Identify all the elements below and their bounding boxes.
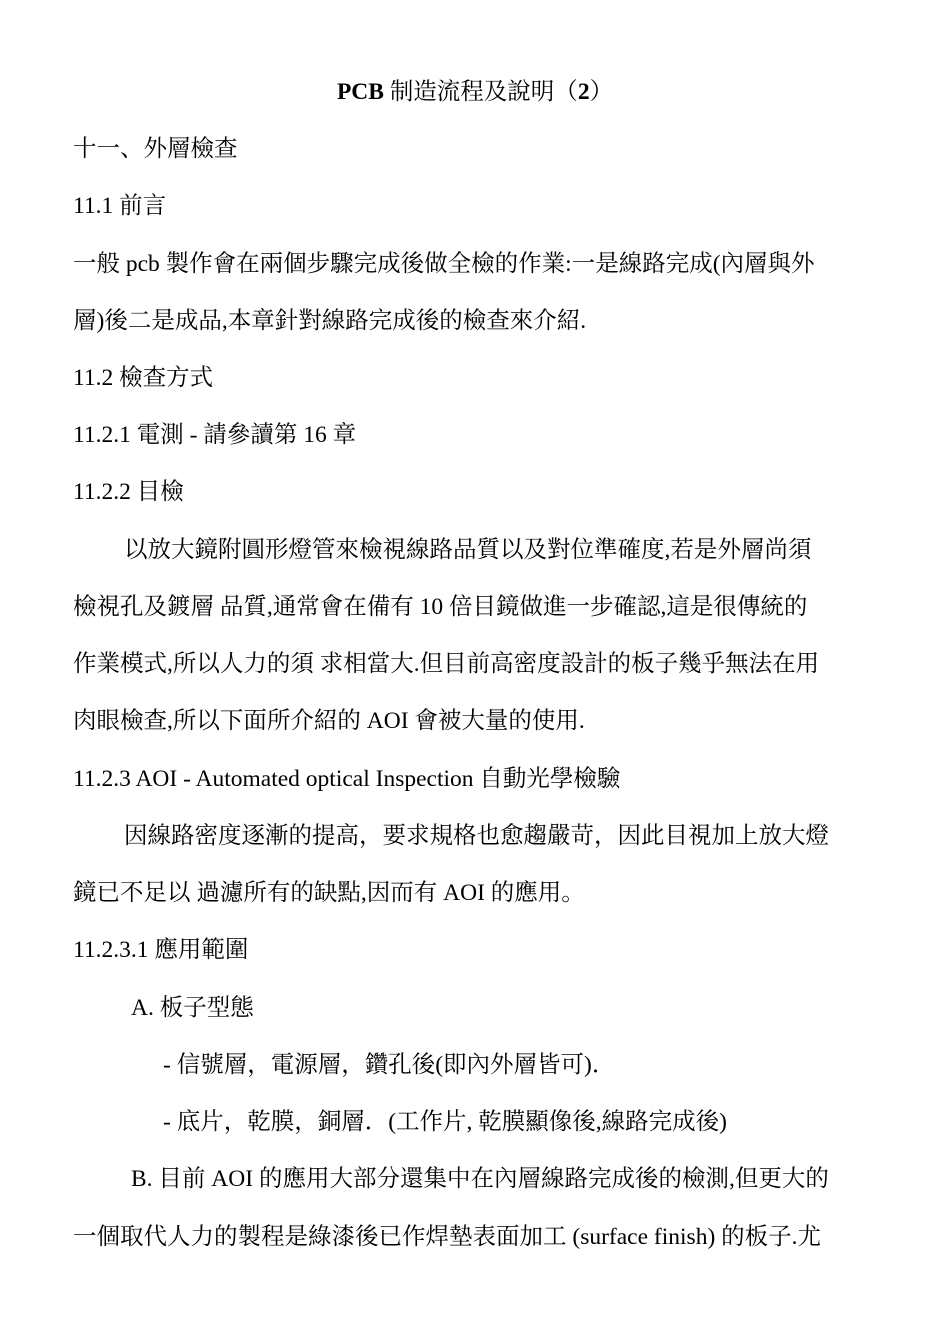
subsection-heading-11-2-2: 11.2.2 目檢 <box>73 479 184 505</box>
title-prefix: PCB <box>336 79 384 105</box>
document-title <box>0 77 950 107</box>
list-item-b-line-1: B. 目前 AOI 的應用大部分還集中在內層線路完成後的檢測,但更大的 <box>131 1166 829 1192</box>
title-number: 2 <box>577 79 590 105</box>
subsection-heading-11-2: 11.2 檢查方式 <box>73 365 214 391</box>
paragraph-aoi-line-1: 因線路密度逐漸的提高，要求規格也愈趨嚴苛，因此目視加上放大燈 <box>124 823 829 849</box>
title-suffix: ） <box>589 79 614 105</box>
section-heading-11: 十一、外層檢查 <box>73 136 238 162</box>
title-middle: 制造流程及說明（ <box>383 79 578 105</box>
list-item-b-line-2: 一個取代人力的製程是綠漆後已作焊墊表面加工 (surface finish) 的板子.尤 <box>73 1224 822 1250</box>
paragraph-intro-line-2: 層)後二是成品,本章針對線路完成後的檢查來介紹. <box>73 308 587 334</box>
list-subitem-2: - 底片，乾膜，銅層．(工作片, 乾膜顯像後,線路完成後) <box>163 1109 727 1135</box>
list-item-a: A. 板子型態 <box>131 995 254 1021</box>
subsection-heading-11-2-3: 11.2.3 AOI - Automated optical Inspection 自動光學檢驗 <box>73 766 621 792</box>
subsection-heading-11-2-3-1: 11.2.3.1 應用範圍 <box>73 937 249 963</box>
subsection-heading-11-1: 11.1 前言 <box>73 193 167 219</box>
paragraph-visual-line-2: 檢視孔及鍍層 品質,通常會在備有 10 倍目鏡做進一步確認,這是很傳統的 <box>73 594 808 620</box>
subsection-heading-11-2-1: 11.2.1 電測 - 請參讀第 16 章 <box>73 422 357 448</box>
paragraph-intro-line-1: 一般 pcb 製作會在兩個步驟完成後做全檢的作業:一是線路完成(內層與外 <box>73 251 815 277</box>
paragraph-visual-line-3: 作業模式,所以人力的須 求相當大.但目前高密度設計的板子幾乎無法在用 <box>73 651 820 677</box>
paragraph-visual-line-4: 肉眼檢查,所以下面所介紹的 AOI 會被大量的使用. <box>73 708 585 734</box>
list-subitem-1: - 信號層，電源層，鑽孔後(即內外層皆可)． <box>163 1052 616 1078</box>
paragraph-visual-line-1: 以放大鏡附圓形燈管來檢視線路品質以及對位準確度,若是外層尚須 <box>124 537 812 563</box>
paragraph-aoi-line-2: 鏡已不足以 過濾所有的缺點,因而有 AOI 的應用。 <box>73 880 585 906</box>
